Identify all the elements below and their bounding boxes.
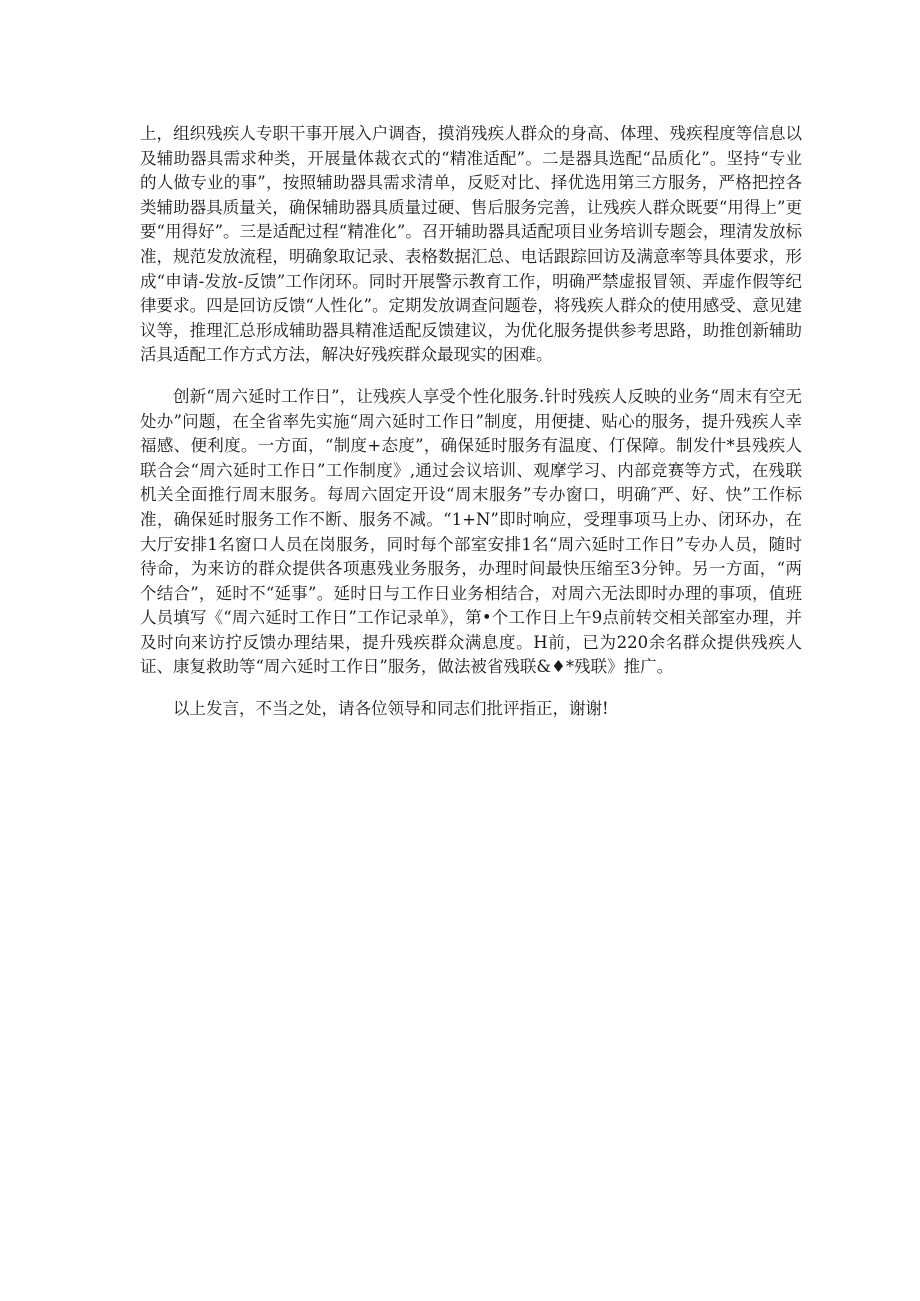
paragraph-closing-remarks: 以上发言，不当之处，请各位领导和同志们批评指正，谢谢!: [173, 699, 609, 719]
document-body: [140, 122, 802, 739]
paragraph-assistive-devices: 上，组织残疾人专职干事开展入户调杳，摸消残疾人群众的身高、体理、残疾程度等信息以及辅助器具需求种类，开展量体裁衣式的“精准适配”。二是器具选配“品质化”。坚持“专业的人做专业的事”，按照辅助器具需求清单，反贬对比、择优选用第三方服务，严格把控各类辅助器具质量关，确保辅助器具质量过硬、售后服务完善，让残疾人群众既要“用得上”更要“用得好”。三是适配过程“精准化”。召开辅助器具适配项目业务培训专题会，理清发放标准，规范发放流程，明确象取记录、表格数据汇总、电话跟踪回访及满意率等具体要求，形成“申请-发放-反馈”工作闭环。同时开展警示教育工作，明确严禁虚报冒领、弄虚作假等纪律要求。四是回访反馈“人性化”。定期发放调查问题卷，将残疾人群众的使用感受、意见建议等，推理汇总形成辅助器具精准适配反馈建议，为优化服务提供参考思路，助推创新辅助活具适配工作方式方法，解决好残疾群众最现实的困难。: [140, 124, 802, 365]
paragraph-saturday-service: 创新“周六延时工作日”，让残疾人享受个性化服务.针时残疾人反映的业务“周末有空无处办”问题，在全省率先实施“周六延时工作日”制度，用便捷、贴心的服务，提升残疾人幸福感、便利度。一方面，“制度+态度”，确保延时服务有温度、仃保障。制发什*县残疾人联合会“周六延时工作日”工作制度》,通过会议培训、观摩学习、内部竞赛等方式，在残联机关全面推行周末服务。每周六固定开设“周末服务”专办窗口，明确″严、好、快”工作标准，确保延时服务工作不断、服务不减。“1+N”即时响应，受理事项马上办、闭环办，在大厅安排1名窗口人员在岗服务，同时每个部室安排1名“周六延时工作日”专办人员，随时待命，为来访的群众提供各项惠残业务服务，办理时间最快压缩至3分钟。另一方面，“两个结合”，延时不“延事”。延时日与工作日业务相结合，对周六无法即时办理的事项，值班人员填写《“周六延时工作日”工作记录单》，第•个工作日上午9点前转交相关部室办理，并及时向来访拧反馈办理结果，提升残疾群众满息度。H前，已为220余名群众提供残疾人证、康复救助等“周六延时工作日”服务，做法被省残联&♦*残联》推广。: [140, 386, 802, 677]
